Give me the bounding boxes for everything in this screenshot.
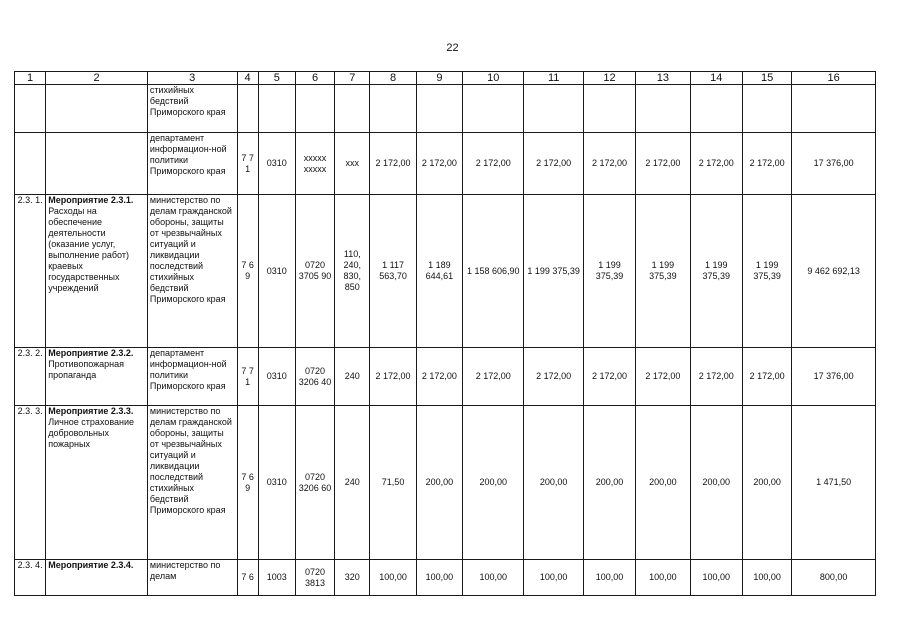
value-cell-col-9: 100,00	[416, 560, 462, 596]
value-cell-col-11: 2 172,00	[524, 133, 583, 195]
value-cell-col-13: 200,00	[636, 406, 690, 560]
value-cell-col-4: 7 6 9	[237, 195, 258, 348]
value-cell-col-7: 110, 240, 830, 850	[335, 195, 370, 348]
value-cell-col-11: 200,00	[524, 406, 583, 560]
column-header-5: 5	[258, 72, 295, 85]
value-cell-col-8: 100,00	[370, 560, 416, 596]
item-number-cell: 2.3. 1.	[15, 195, 46, 348]
value-cell-col-13: 1 199 375,39	[636, 195, 690, 348]
value-cell-col-16	[792, 85, 876, 133]
value-cell-col-13: 100,00	[636, 560, 690, 596]
activity-cell	[46, 406, 148, 560]
page-number: 22	[446, 42, 459, 54]
value-cell-col-5: 0310	[258, 406, 295, 560]
value-cell-col-6: 0720 3813	[295, 560, 334, 596]
value-cell-col-14: 1 199 375,39	[690, 195, 742, 348]
value-cell-col-15: 2 172,00	[742, 133, 791, 195]
value-cell-col-14: 100,00	[690, 560, 742, 596]
value-cell-col-6: 0720 3705 90	[295, 195, 334, 348]
column-header-13: 13	[636, 72, 690, 85]
value-cell-col-15: 100,00	[742, 560, 791, 596]
value-cell-col-8: 1 117 563,70	[370, 195, 416, 348]
item-number-cell: 2.3. 3.	[15, 406, 46, 560]
value-cell-col-14: 200,00	[690, 406, 742, 560]
value-cell-col-14: 2 172,00	[690, 133, 742, 195]
value-cell-col-10: 100,00	[463, 560, 524, 596]
value-cell-col-12	[583, 85, 635, 133]
activity-title: Мероприятие 2.3.4.	[48, 560, 134, 570]
value-cell-col-15: 1 199 375,39	[742, 195, 791, 348]
activity-cell	[46, 85, 148, 133]
value-cell-col-9: 2 172,00	[416, 348, 462, 406]
value-cell-col-14	[690, 85, 742, 133]
activity-description: Личное страхование добровольных пожарных	[48, 417, 135, 449]
value-cell-col-12: 200,00	[583, 406, 635, 560]
table-row	[15, 348, 876, 406]
value-cell-col-7: xxx	[335, 133, 370, 195]
value-cell-col-13	[636, 85, 690, 133]
value-cell-col-10	[463, 85, 524, 133]
activity-cell	[46, 133, 148, 195]
activity-cell	[46, 195, 148, 348]
table-row	[15, 85, 876, 133]
column-header-11: 11	[524, 72, 583, 85]
value-cell-col-9: 1 189 644,61	[416, 195, 462, 348]
value-cell-col-16: 800,00	[792, 560, 876, 596]
column-header-4: 4	[237, 72, 258, 85]
value-cell-col-11: 1 199 375,39	[524, 195, 583, 348]
value-cell-col-11: 2 172,00	[524, 348, 583, 406]
activity-title: Мероприятие 2.3.3.	[48, 406, 134, 416]
value-cell-col-14: 2 172,00	[690, 348, 742, 406]
value-cell-col-16: 17 376,00	[792, 348, 876, 406]
value-cell-col-8: 2 172,00	[370, 348, 416, 406]
column-header-8: 8	[370, 72, 416, 85]
value-cell-col-13: 2 172,00	[636, 133, 690, 195]
table-row	[15, 133, 876, 195]
value-cell-col-5: 0310	[258, 133, 295, 195]
value-cell-col-12: 100,00	[583, 560, 635, 596]
value-cell-col-4: 7 6 9	[237, 406, 258, 560]
value-cell-col-4: 7 7 1	[237, 133, 258, 195]
value-cell-col-4: 7 6	[237, 560, 258, 596]
column-header-9: 9	[416, 72, 462, 85]
value-cell-col-6: 0720 3206 60	[295, 406, 334, 560]
column-header-15: 15	[742, 72, 791, 85]
activity-cell	[46, 560, 148, 596]
value-cell-col-8	[370, 85, 416, 133]
value-cell-col-4	[237, 85, 258, 133]
executor-cell: министерство по делам гражданской обороны, защиты от чрезвычайных ситуаций и ликвидации последствий стихийных бедствий Приморского края	[147, 195, 237, 348]
column-header-10: 10	[463, 72, 524, 85]
column-header-3: 3	[147, 72, 237, 85]
budget-table	[14, 71, 876, 596]
item-number-cell: 2.3. 4.	[15, 560, 46, 596]
table-row	[15, 560, 876, 596]
value-cell-col-5: 0310	[258, 348, 295, 406]
column-header-6: 6	[295, 72, 334, 85]
value-cell-col-15: 2 172,00	[742, 348, 791, 406]
value-cell-col-16: 17 376,00	[792, 133, 876, 195]
executor-cell: департамент информацион-ной политики Приморского края	[147, 133, 237, 195]
value-cell-col-16: 9 462 692,13	[792, 195, 876, 348]
column-header-7: 7	[335, 72, 370, 85]
activity-description: Расходы на обеспечение деятельности (оказание услуг, выполнение работ) краевых государственных учреждений	[48, 206, 129, 293]
value-cell-col-6: xxxxx xxxxx	[295, 133, 334, 195]
column-header-12: 12	[583, 72, 635, 85]
value-cell-col-7: 240	[335, 348, 370, 406]
value-cell-col-6	[295, 85, 334, 133]
value-cell-col-12: 1 199 375,39	[583, 195, 635, 348]
executor-cell: министерство по делам	[147, 560, 237, 596]
value-cell-col-10: 200,00	[463, 406, 524, 560]
value-cell-col-15: 200,00	[742, 406, 791, 560]
value-cell-col-11	[524, 85, 583, 133]
value-cell-col-5	[258, 85, 295, 133]
value-cell-col-5: 0310	[258, 195, 295, 348]
table-row	[15, 406, 876, 560]
activity-description: Противопожарная пропаганда	[48, 359, 124, 380]
value-cell-col-7: 240	[335, 406, 370, 560]
activity-cell	[46, 348, 148, 406]
item-number-cell	[15, 85, 46, 133]
activity-title: Мероприятие 2.3.1.	[48, 195, 134, 205]
column-header-14: 14	[690, 72, 742, 85]
table-header-row	[15, 72, 876, 85]
executor-cell: министерство по делам гражданской обороны, защиты от чрезвычайных ситуаций и ликвидации последствий стихийных бедствий Приморского края	[147, 406, 237, 560]
executor-cell: стихийных бедствий Приморского края	[147, 85, 237, 133]
column-header-1: 1	[15, 72, 46, 85]
value-cell-col-9	[416, 85, 462, 133]
value-cell-col-4: 7 7 1	[237, 348, 258, 406]
value-cell-col-10: 1 158 606,90	[463, 195, 524, 348]
column-header-2: 2	[46, 72, 148, 85]
value-cell-col-9: 2 172,00	[416, 133, 462, 195]
value-cell-col-8: 2 172,00	[370, 133, 416, 195]
item-number-cell: 2.3. 2.	[15, 348, 46, 406]
value-cell-col-7: 320	[335, 560, 370, 596]
value-cell-col-6: 0720 3206 40	[295, 348, 334, 406]
value-cell-col-8: 71,50	[370, 406, 416, 560]
value-cell-col-10: 2 172,00	[463, 133, 524, 195]
value-cell-col-5: 1003	[258, 560, 295, 596]
value-cell-col-15	[742, 85, 791, 133]
value-cell-col-7	[335, 85, 370, 133]
table-row	[15, 195, 876, 348]
item-number-cell	[15, 133, 46, 195]
value-cell-col-10: 2 172,00	[463, 348, 524, 406]
value-cell-col-16: 1 471,50	[792, 406, 876, 560]
value-cell-col-12: 2 172,00	[583, 348, 635, 406]
value-cell-col-13: 2 172,00	[636, 348, 690, 406]
value-cell-col-11: 100,00	[524, 560, 583, 596]
value-cell-col-9: 200,00	[416, 406, 462, 560]
activity-title: Мероприятие 2.3.2.	[48, 348, 134, 358]
executor-cell: департамент информацион-ной политики Приморского края	[147, 348, 237, 406]
value-cell-col-12: 2 172,00	[583, 133, 635, 195]
column-header-16: 16	[792, 72, 876, 85]
